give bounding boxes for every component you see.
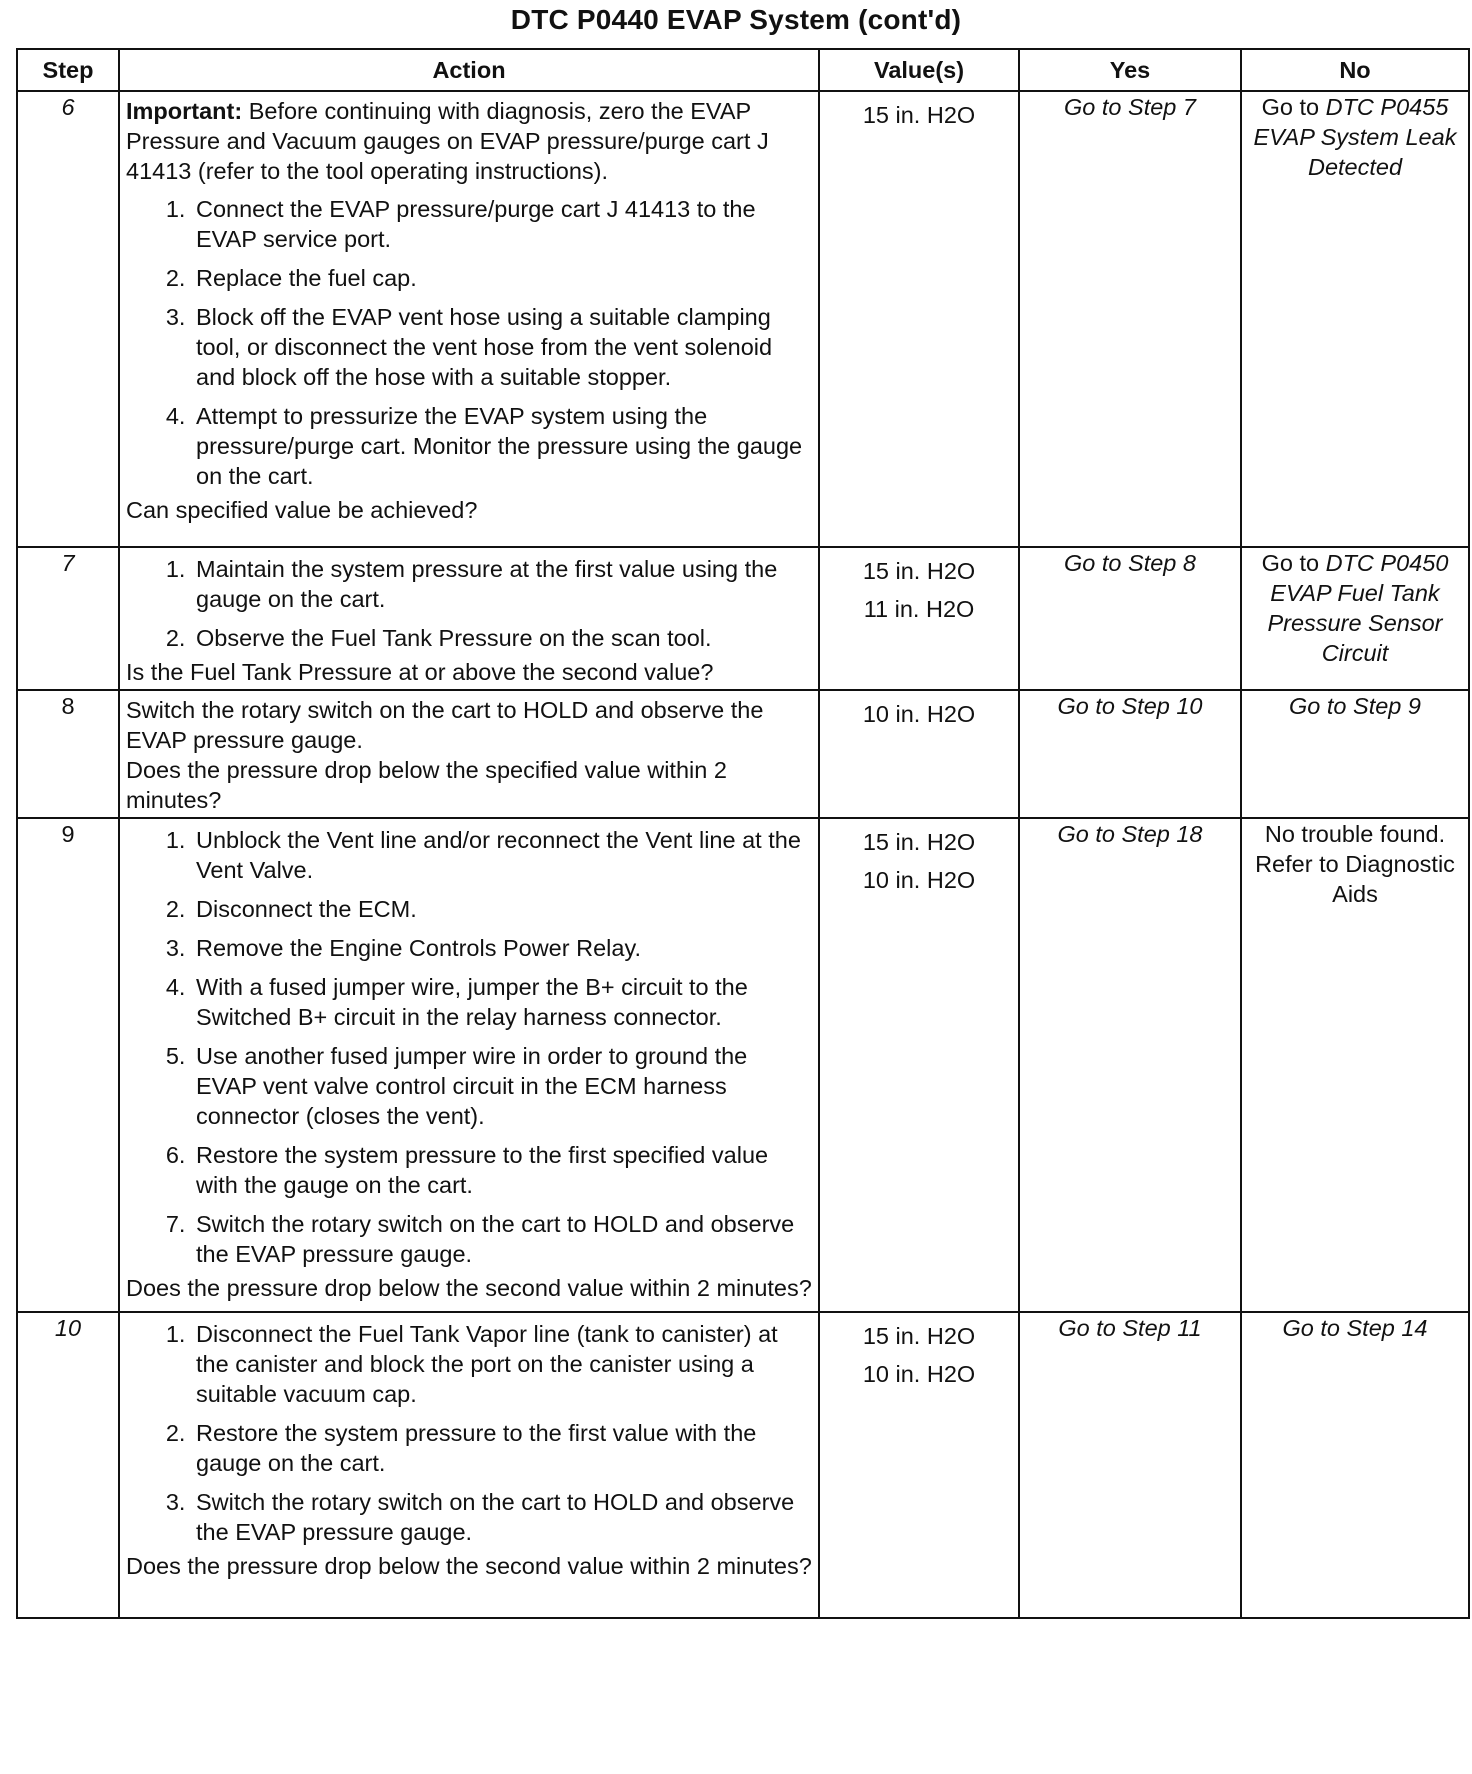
page-title: DTC P0440 EVAP System (cont'd)	[510, 4, 962, 35]
list-item: 3. Switch the rotary switch on the cart to HOLD and observe the EVAP pressure gauge.	[192, 1487, 812, 1547]
step-question: Does the pressure drop below the second value within 2 minutes?	[126, 1553, 812, 1579]
header-values: Value(s)	[819, 49, 1019, 91]
value: 15 in. H2O	[862, 558, 976, 584]
no-cell: Go to Step 14	[1241, 1312, 1469, 1618]
yes-cell: Go to Step 7	[1019, 91, 1241, 547]
yes-cell: Go to Step 18	[1019, 818, 1241, 1312]
table-row-step-6	[17, 91, 1469, 547]
list-item: 1. Connect the EVAP pressure/purge cart J 41413 to the EVAP service port.	[192, 194, 812, 254]
list-item: 4. Attempt to pressurize the EVAP system using the pressure/purge cart. Monitor the pressure using the gauge on the cart.	[192, 401, 812, 491]
header-step: Step	[17, 49, 119, 91]
important-text: Before continuing with diagnosis, zero the EVAP Pressure and Vacuum gauges on EVAP pressure/purge cart J 41413 (refer to the tool operating instructions).	[126, 98, 769, 184]
step-number: 9	[17, 818, 119, 1312]
no-reference: DTC P0455 EVAP System Leak Detected	[1253, 94, 1457, 180]
list-item: 3. Remove the Engine Controls Power Relay.	[192, 933, 812, 963]
value: 10 in. H2O	[862, 1361, 976, 1387]
yes-cell: Go to Step 11	[1019, 1312, 1241, 1618]
no-reference: DTC P0450 EVAP Fuel Tank Pressure Sensor Circuit	[1267, 550, 1449, 666]
value: 15 in. H2O	[862, 829, 976, 855]
yes-cell: Go to Step 10	[1019, 690, 1241, 818]
list-item: 2. Observe the Fuel Tank Pressure on the scan tool.	[192, 623, 812, 653]
value: 11 in. H2O	[863, 596, 975, 622]
step-number: 8	[17, 690, 119, 818]
step-number: 6	[17, 91, 119, 547]
action-list	[126, 554, 812, 653]
step-number: 10	[17, 1312, 119, 1618]
list-item: 1. Disconnect the Fuel Tank Vapor line (tank to canister) at the canister and block the port on the canister using a suitable vacuum cap.	[192, 1319, 812, 1409]
action-cell	[119, 91, 819, 547]
action-cell	[119, 547, 819, 690]
table-row-step-10	[17, 1312, 1469, 1618]
step-number: 7	[17, 547, 119, 690]
list-item: 4. With a fused jumper wire, jumper the B+ circuit to the Switched B+ circuit in the relay harness connector.	[192, 972, 812, 1032]
action-cell	[119, 1312, 819, 1618]
list-item: 5. Use another fused jumper wire in order to ground the EVAP vent valve control circuit in the ECM harness connector (closes the vent).	[192, 1041, 812, 1131]
step-question: Does the pressure drop below the specified value within 2 minutes?	[126, 757, 727, 813]
list-item: 1. Maintain the system pressure at the first value using the gauge on the cart.	[192, 554, 812, 614]
list-item: 7. Switch the rotary switch on the cart to HOLD and observe the EVAP pressure gauge.	[192, 1209, 812, 1269]
list-item: 2. Disconnect the ECM.	[192, 894, 812, 924]
action-list	[126, 194, 812, 491]
action-list	[126, 1319, 812, 1547]
no-cell	[1241, 91, 1469, 547]
value: 10 in. H2O	[862, 867, 976, 893]
values-cell	[819, 1312, 1019, 1618]
step-instruction: Switch the rotary switch on the cart to HOLD and observe the EVAP pressure gauge.	[126, 697, 764, 753]
header-row	[17, 49, 1469, 91]
yes-cell: Go to Step 8	[1019, 547, 1241, 690]
no-prefix: Go to	[1261, 550, 1326, 576]
header-action: Action	[119, 49, 819, 91]
list-item: 3. Block off the EVAP vent hose using a suitable clamping tool, or disconnect the vent hose from the vent solenoid and block off the hose with a suitable stopper.	[192, 302, 812, 392]
no-cell	[1241, 547, 1469, 690]
action-cell	[119, 818, 819, 1312]
step-question: Can specified value be achieved?	[126, 497, 478, 523]
values-cell	[819, 690, 1019, 818]
table-row-step-8	[17, 690, 1469, 818]
list-item: 1. Unblock the Vent line and/or reconnect the Vent line at the Vent Valve.	[192, 825, 812, 885]
action-cell	[119, 690, 819, 818]
table-row-step-7	[17, 547, 1469, 690]
no-cell: No trouble found. Refer to Diagnostic Aids	[1241, 818, 1469, 1312]
values-cell	[819, 818, 1019, 1312]
list-item: 6. Restore the system pressure to the first specified value with the gauge on the cart.	[192, 1140, 812, 1200]
step-question: Is the Fuel Tank Pressure at or above the second value?	[126, 659, 714, 685]
important-note	[126, 96, 812, 186]
action-list	[126, 825, 812, 1269]
value: 10 in. H2O	[862, 701, 976, 727]
values-cell	[819, 547, 1019, 690]
important-label: Important:	[126, 98, 243, 124]
values-cell	[819, 91, 1019, 547]
diagnostic-table	[16, 48, 1470, 1619]
value: 15 in. H2O	[862, 1323, 976, 1349]
header-yes: Yes	[1019, 49, 1241, 91]
header-no: No	[1241, 49, 1469, 91]
no-prefix: Go to	[1261, 94, 1326, 120]
step-question: Does the pressure drop below the second value within 2 minutes?	[126, 1275, 812, 1301]
list-item: 2. Replace the fuel cap.	[192, 263, 812, 293]
list-item: 2. Restore the system pressure to the first value with the gauge on the cart.	[192, 1418, 812, 1478]
table-row-step-9	[17, 818, 1469, 1312]
value: 15 in. H2O	[862, 102, 976, 128]
no-cell: Go to Step 9	[1241, 690, 1469, 818]
